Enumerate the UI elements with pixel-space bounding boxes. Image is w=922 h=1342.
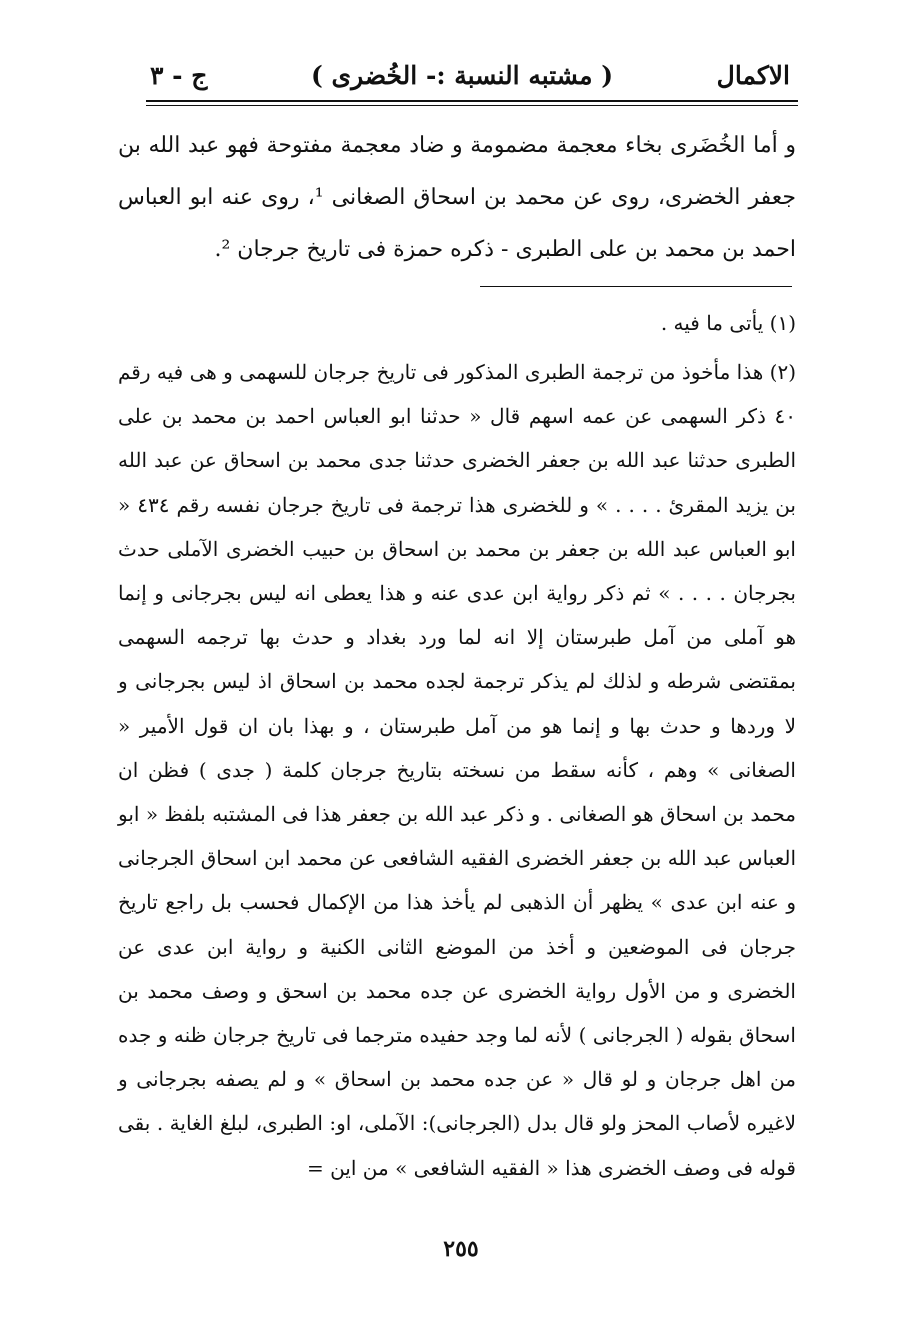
footnote-2-text: (٢) هذا مأخوذ من ترجمة الطبرى المذكور فى تاريخ جرجان للسهمى و هى فيه رقم ٤٠ ذكر السهمى عن عمه اسهم قال « حدثنا ابو العباس احمد بن محمد بن على الطبرى حدثنا عبد الله بن جعفر الخضرى حدثنا جدى محمد بن اسحاق عن عبد الله بن يزيد المقرئ . . . . » و للخضرى هذا ترجمة فى تاريخ جرجان نفسه رقم ٤٣٤ « ابو العباس عبد الله بن جعفر بن محمد بن اسحاق بن حبيب الخضرى الآملى حدث بجرجان . . . . » ثم ذكر رواية ابن عدى عنه و هذا يعطى انه ليس بجرجانى و إنما هو آملى من آمل طبرستان إلا انه لما ورد بغداد و حدث بها ترجمه السهمى بمقتضى شرطه و لذلك لم يذكر ترجمة لجده محمد بن اسحاق اذ ليس بجرجانى و لا وردها و حدث بها و إنما هو من آمل طبرستان ، و بهذا بان ان قول الأمير « الصغانى » وهم ، كأنه سقط من نسخته بتاريخ جرجان كلمة ( جدى ) فظن ان محمد بن اسحاق هو الصغانى . و ذكر عبد الله بن جعفر هذا فى المشتبه بلفظ « ابو العباس عبد الله بن جعفر الخضرى الفقيه الشافعى عن محمد ابن اسحاق الجرجانى و عنه ابن عدى » يظهر أن الذهبى لم يأخذ هذا من الإكمال فحسب بل راجع تاريخ جرجان فى الموضعين و أخذ من الموضع الثانى الكنية و رواية ابن عدى عن الخضرى و من الأول رواية الخضرى عن جده محمد بن اسحق و وصف محمد بن اسحاق بقوله ( الجرجانى ) لأنه لما وجد حفيده مترجما فى تاريخ جرجان ظنه و جده من اهل جرجان و لو قال « عن جده محمد بن اسحاق » و لم يصفه بجرجانى و لاغيره لأصاب المحز ولو قال بدل (الجرجانى): الآملى، او: الطبرى، لبلغ الغاية . بقى قوله فى وصف الخضرى هذا « الفقيه الشافعى » من اين = — [118, 360, 797, 1180]
header-rule-thin — [146, 105, 798, 106]
header-topic: ( مشتبه النسبة :- الخُضرى ) — [310, 60, 614, 90]
footnote-separator — [480, 286, 792, 287]
footnote-2 — [118, 350, 796, 1190]
main-paragraph: و أما الخُضَرى بخاء معجمة مضمومة و ضاد معجمة مفتوحة فهو عبد الله بن جعفر الخضرى، روى عن محمد بن اسحاق الصغانى ¹، روى عنه ابو العباس احمد بن محمد بن على الطبرى - ذكره حمزة فى تاريخ جرجان ². — [118, 133, 796, 262]
header-volume: ج - ٣ — [150, 60, 208, 90]
main-text — [118, 120, 796, 276]
running-header — [150, 52, 790, 98]
footnote-1: (١) يأتى ما فيه . — [660, 311, 796, 335]
header-book-title: الاكمال — [716, 60, 790, 90]
page-number: ٢٥٥ — [443, 1236, 479, 1262]
header-rule — [146, 100, 798, 102]
